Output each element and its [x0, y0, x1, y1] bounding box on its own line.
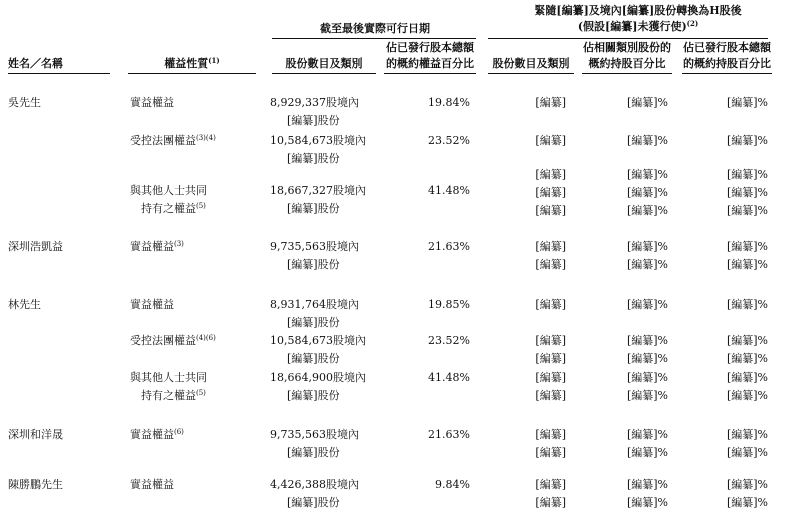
shares-held: 9,735,563股境內 [270, 240, 359, 253]
redacted-total-pct: [編纂]% [726, 204, 768, 217]
col-underline-after-shares [488, 73, 574, 74]
pct-interest: 41.48% [428, 371, 470, 384]
shares-class: [編纂]股份 [287, 389, 340, 402]
redacted-shares: [編纂] [535, 134, 566, 147]
redacted-shares: [編纂] [535, 446, 566, 459]
redacted-class-pct: [編纂]% [626, 186, 668, 199]
shares-class: [編纂]股份 [287, 202, 340, 215]
interest-nature-label: 實益權益 [130, 298, 174, 311]
redacted-shares: [編纂] [535, 352, 566, 365]
col-underline-name [8, 73, 110, 74]
redacted-shares: [編纂] [535, 334, 566, 347]
group-title-latest-date: 截至最後實際可行日期 [320, 22, 430, 35]
holder-name: 林先生 [8, 298, 41, 311]
interest-nature-label: 實益權益 [130, 240, 174, 253]
interest-nature-label: 與其他人士共同 [130, 371, 207, 384]
pct-interest: 19.85% [428, 298, 470, 311]
col-underline-nature [128, 73, 256, 74]
interest-nature-label: 受控法團權益 [130, 134, 196, 147]
pct-interest: 41.48% [428, 184, 470, 197]
redacted-class-pct: [編纂]% [626, 478, 668, 491]
redacted-shares: [編纂] [535, 168, 566, 181]
pct-interest: 21.63% [428, 428, 470, 441]
interest-nature-label: 受控法團權益 [130, 334, 196, 347]
group-underline-right [488, 38, 768, 39]
redacted-shares: [編纂] [535, 496, 566, 509]
interest-nature [130, 184, 207, 198]
redacted-total-pct: [編纂]% [726, 352, 768, 365]
redacted-class-pct: [編纂]% [626, 240, 668, 253]
shares-class: [編纂]股份 [287, 258, 340, 271]
footnote-ref: (5) [196, 202, 206, 210]
shares-held: 8,929,337股境內 [270, 96, 359, 109]
redacted-shares: [編纂] [535, 96, 566, 109]
shares-held: 18,664,900股境內 [270, 371, 366, 384]
redacted-class-pct: [編纂]% [626, 168, 668, 181]
interest-nature-line2 [141, 202, 206, 216]
shares-held: 9,735,563股境內 [270, 428, 359, 441]
redacted-shares: [編纂] [535, 478, 566, 491]
redacted-shares: [編纂] [535, 186, 566, 199]
pct-interest: 19.84% [428, 96, 470, 109]
shares-class: [編纂]股份 [287, 114, 340, 127]
redacted-shares: [編纂] [535, 389, 566, 402]
holder-name: 吳先生 [8, 96, 41, 109]
redacted-class-pct: [編纂]% [626, 389, 668, 402]
group-title-after-listing-line2: (假設[編纂]未獲行使)$^{(2)}$ [577, 19, 699, 33]
redacted-shares: [編纂] [535, 258, 566, 271]
redacted-class-pct: [編纂]% [626, 496, 668, 509]
redacted-total-pct: [編纂]% [726, 478, 768, 491]
redacted-total-pct: [編纂]% [726, 96, 768, 109]
interest-nature [130, 134, 216, 148]
shares-held: 18,667,327股境內 [270, 184, 366, 197]
redacted-class-pct: [編纂]% [626, 298, 668, 311]
holder-name: 深圳和洋晟 [8, 428, 63, 441]
holder-name: 深圳浩凱益 [8, 240, 63, 253]
shares-held: 4,426,388股境內 [270, 478, 359, 491]
redacted-class-pct: [編纂]% [626, 352, 668, 365]
redacted-shares: [編纂] [535, 240, 566, 253]
interest-nature-label: 實益權益 [130, 96, 174, 109]
redacted-total-pct: [編纂]% [726, 240, 768, 253]
interest-nature-line2-label: 持有之權益 [141, 202, 196, 215]
interest-nature [130, 240, 184, 254]
shares-class: [編纂]股份 [287, 316, 340, 329]
footnote-ref: (3) [174, 240, 184, 248]
col-header-pct-line2: 的概約權益百分比 [386, 57, 474, 70]
col-underline-pct [384, 73, 476, 74]
shares-class: [編纂]股份 [287, 352, 340, 365]
shares-held: 10,584,673股境內 [270, 334, 366, 347]
footnote-ref: (3)(4) [196, 134, 216, 142]
col-header-pct-line1: 佔已發行股本總額 [386, 41, 474, 54]
col-header-nature: 權益性質$^{(1)}$ [164, 56, 220, 70]
redacted-class-pct: [編纂]% [626, 258, 668, 271]
redacted-class-pct: [編纂]% [626, 371, 668, 384]
interest-nature [130, 96, 174, 110]
interest-nature [130, 428, 184, 442]
shares-held: 8,931,764股境內 [270, 298, 359, 311]
redacted-total-pct: [編纂]% [726, 168, 768, 181]
redacted-total-pct: [編纂]% [726, 371, 768, 384]
col-header-after-class-line1: 佔相關類別股份的 [583, 41, 671, 54]
redacted-class-pct: [編纂]% [626, 204, 668, 217]
col-underline-after-class [582, 73, 672, 74]
redacted-total-pct: [編纂]% [726, 298, 768, 311]
interest-nature [130, 334, 216, 348]
interest-nature [130, 371, 207, 385]
interest-nature [130, 478, 174, 492]
col-header-name: 姓名／名稱 [8, 57, 63, 70]
col-underline-after-total [682, 73, 772, 74]
col-header-after-total-line2: 的概約持股百分比 [683, 57, 771, 70]
redacted-class-pct: [編纂]% [626, 96, 668, 109]
shares-class: [編纂]股份 [287, 152, 340, 165]
group-underline-left [272, 38, 476, 39]
redacted-total-pct: [編纂]% [726, 258, 768, 271]
interest-nature [130, 298, 174, 312]
shares-class: [編纂]股份 [287, 446, 340, 459]
footnote-ref: (5) [196, 389, 206, 397]
redacted-total-pct: [編纂]% [726, 446, 768, 459]
redacted-class-pct: [編纂]% [626, 134, 668, 147]
interest-nature-label: 實益權益 [130, 478, 174, 491]
col-header-after-class-line2: 概約持股百分比 [588, 57, 666, 70]
redacted-total-pct: [編纂]% [726, 186, 768, 199]
col-header-after-total-line1: 佔已發行股本總額 [683, 41, 771, 54]
redacted-class-pct: [編纂]% [626, 334, 668, 347]
interest-nature-line2-label: 持有之權益 [141, 389, 196, 402]
redacted-shares: [編纂] [535, 371, 566, 384]
pct-interest: 21.63% [428, 240, 470, 253]
redacted-total-pct: [編纂]% [726, 389, 768, 402]
footnote-ref: (4)(6) [196, 334, 216, 342]
group-title-after-listing-line1: 緊隨[編纂]及境內[編纂]股份轉換為H股後 [534, 4, 742, 17]
redacted-shares: [編纂] [535, 428, 566, 441]
col-header-shares: 股份數目及類別 [285, 57, 363, 70]
redacted-total-pct: [編纂]% [726, 496, 768, 509]
pct-interest: 23.52% [428, 134, 470, 147]
redacted-class-pct: [編纂]% [626, 446, 668, 459]
col-header-after-shares: 股份數目及類別 [492, 57, 570, 70]
redacted-total-pct: [編纂]% [726, 134, 768, 147]
col-underline-shares [272, 73, 376, 74]
interest-nature-label: 實益權益 [130, 428, 174, 441]
interest-nature-label: 與其他人士共同 [130, 184, 207, 197]
interest-nature-line2 [141, 389, 206, 403]
shares-held: 10,584,673股境內 [270, 134, 366, 147]
redacted-shares: [編纂] [535, 204, 566, 217]
redacted-total-pct: [編纂]% [726, 428, 768, 441]
footnote-ref: (6) [174, 428, 184, 436]
holder-name: 陳勝鵬先生 [8, 478, 63, 491]
redacted-class-pct: [編纂]% [626, 428, 668, 441]
redacted-total-pct: [編纂]% [726, 334, 768, 347]
pct-interest: 9.84% [435, 478, 470, 491]
redacted-shares: [編纂] [535, 298, 566, 311]
shares-class: [編纂]股份 [287, 496, 340, 509]
pct-interest: 23.52% [428, 334, 470, 347]
